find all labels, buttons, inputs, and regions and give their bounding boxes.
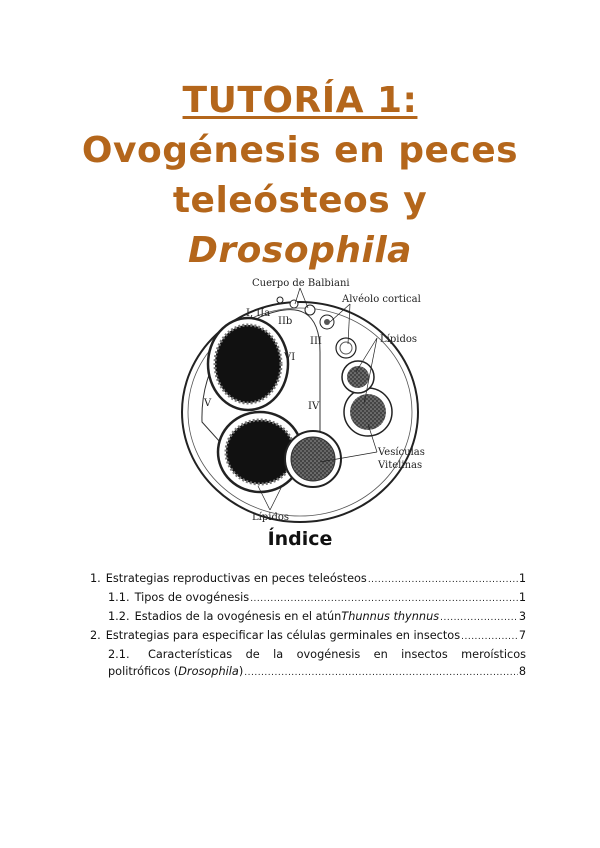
toc-page: 8	[518, 665, 526, 678]
label-stage-iv: IV	[308, 401, 320, 412]
toc-leader	[440, 608, 518, 627]
label-stage-v: V	[204, 398, 212, 409]
toc-page: 1	[518, 572, 526, 585]
label-stage-iii: III	[310, 336, 322, 347]
toc-text: Estadios de la ovogénesis en el atún	[134, 610, 342, 623]
toc-page: 3	[518, 610, 526, 623]
toc-leader	[244, 663, 518, 682]
toc-entry-2-1[interactable]	[90, 646, 526, 663]
title-line-2: Ovogénesis en peces	[81, 130, 519, 171]
toc-text: Estrategias para especificar las células germinales en insectos	[105, 629, 461, 642]
toc-entry-1-1[interactable]	[90, 589, 526, 608]
label-vesiculas-2: Vitelinas	[378, 460, 423, 471]
label-alveolo: Alvéolo cortical	[342, 294, 421, 305]
toc-text: Tipos de ovogénesis	[134, 591, 250, 604]
toc-number: 2.	[90, 629, 101, 642]
toc-text-italic: Thunnus thynnus	[341, 610, 440, 623]
label-balbiani: Cuerpo de Balbiani	[252, 278, 350, 289]
label-stage-iib: IIb	[278, 316, 293, 327]
label-vesiculas-1: Vesículas	[378, 447, 425, 458]
toc-page: 1	[518, 591, 526, 604]
toc-number: 1.2.	[108, 610, 130, 623]
toc-leader	[250, 589, 518, 608]
toc-leader	[461, 627, 518, 646]
oocyte-diagram	[170, 272, 440, 527]
table-of-contents	[90, 570, 526, 682]
toc-entry-1[interactable]	[90, 570, 526, 589]
toc-text: Características de la ovogénesis en insectos meroísticos	[147, 648, 526, 661]
toc-number: 1.	[90, 572, 101, 585]
toc-text: politróficos (	[108, 665, 179, 678]
oogenesis-figure	[170, 272, 440, 527]
toc-text: Estrategias reproductivas en peces teleósteos	[105, 572, 367, 585]
label-lipidos-bottom: Lípidos	[252, 512, 289, 523]
page-title	[0, 76, 600, 276]
toc-entry-2-1-cont[interactable]	[90, 663, 526, 682]
toc-page: 7	[518, 629, 526, 642]
title-line-1: TUTORÍA 1:	[182, 80, 418, 121]
label-stage-i-iia: I, IIa	[246, 308, 271, 319]
toc-leader	[368, 570, 518, 589]
title-line-3: teleósteos y	[172, 180, 428, 221]
title-line-4: Drosophila	[188, 230, 412, 271]
label-lipidos-right: Lípidos	[380, 334, 417, 345]
toc-entry-2[interactable]	[90, 627, 526, 646]
toc-number: 2.1.	[108, 648, 130, 661]
label-stage-vi: VI	[284, 352, 296, 363]
toc-entry-1-2[interactable]	[90, 608, 526, 627]
index-heading: Índice	[267, 528, 333, 550]
toc-text-italic: Drosophila	[178, 665, 239, 678]
toc-number: 1.1.	[108, 591, 130, 604]
toc-text: )	[238, 665, 244, 678]
